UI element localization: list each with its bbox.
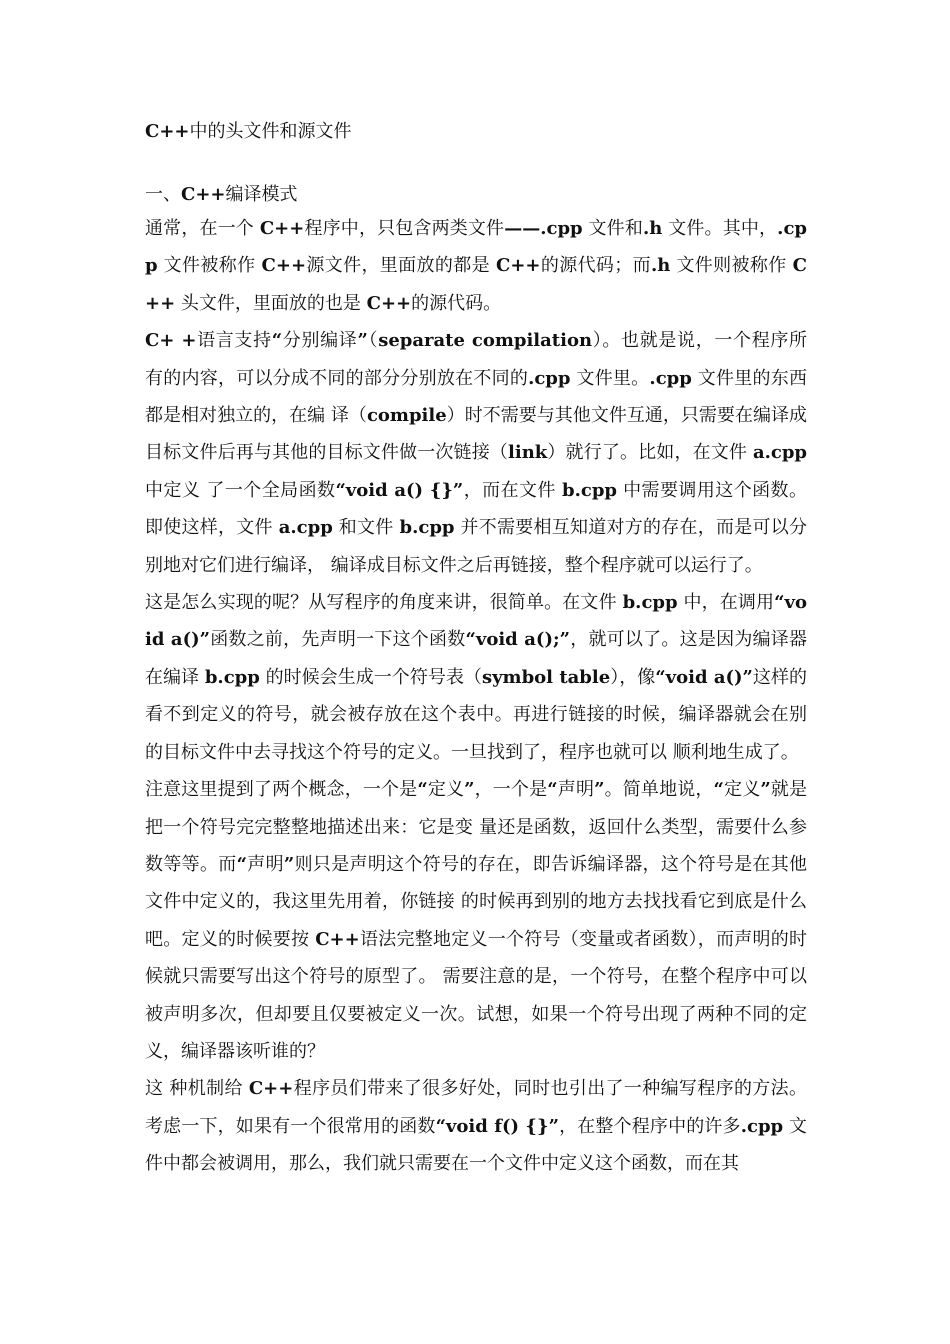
text-run: 头文件，里面放的也是 (175, 292, 367, 314)
text-run: ），像 (610, 666, 656, 688)
bold-text-run: a.cpp (752, 442, 807, 464)
bold-text-run: C++ (259, 218, 305, 239)
bold-text-run: symbol table (481, 666, 611, 688)
bold-text-run: .h (651, 255, 671, 277)
text-run: ）时不需要与其他文件互通，只需要在编译成目标文件后再与其他的目标文件做一次链接（ (145, 405, 807, 464)
title-rest: 中的头文件和源文件 (189, 121, 352, 142)
bold-text-run: C++ (261, 255, 307, 277)
text-run: 这是怎么实现的呢？从写程序的角度来讲，很简单。在文件 (145, 592, 623, 614)
text-run: 中定义 了一个全局函数 (145, 479, 336, 501)
text-run: ，而在文件 (463, 479, 562, 501)
paragraphs (145, 210, 807, 1183)
bold-text-run: C+ + (145, 330, 197, 352)
bold-text-run: ” (283, 853, 295, 875)
text-run: 文件里的东西都是相对独立的，在编 译（ (145, 367, 807, 427)
bold-text-run: “ (417, 779, 428, 801)
text-run: 这 种机制给 (145, 1078, 249, 1100)
bold-text-run: .cpp (649, 367, 692, 389)
bold-text-run: b.cpp (562, 479, 617, 501)
bold-text-run: a.cpp (278, 517, 333, 539)
bold-text-run: C++ (248, 1078, 294, 1100)
text-run: 的时候会生成一个符号表（ (259, 666, 482, 688)
text-run: ）。也就是说，一个程序所有的内容，可以分成不同的部分分别放在不同的 (145, 330, 808, 389)
document-body (145, 118, 807, 1183)
bold-text-run: “ (713, 779, 724, 801)
text-run: 函数之前，先声明一下这个函数 (209, 629, 466, 651)
bold-text-run: compile (366, 405, 447, 427)
bold-text-run: link (508, 442, 548, 464)
text-run: 语言支持 (196, 330, 272, 352)
text-run: 文件里。 (570, 367, 650, 389)
text-run: ，一个是 (474, 779, 548, 801)
bold-text-run: ” (464, 779, 475, 801)
text-run: 文件则被称作 (670, 255, 793, 277)
bold-text-run: “ (236, 853, 247, 875)
text-run: 并不需要相互知道对方的存在，而是可以分别地对它们进行编译， 编译成目标文件之后再链接，整个程序就可以运行了。 (145, 517, 807, 576)
paragraph (145, 584, 807, 771)
text-run: 中需要调用这个函数。即使这样，文件 (145, 479, 807, 539)
bold-text-run: “void a()” (655, 666, 753, 688)
text-run: 定义 (427, 779, 465, 801)
bold-text-run: .cpp (145, 218, 807, 277)
bold-text-run: C++ (145, 255, 807, 314)
bold-text-run: ” (594, 779, 605, 801)
title-bold-part: C++ (145, 121, 190, 142)
text-run: 的源代码；而 (540, 255, 652, 277)
text-run: 这样的看不到定义的符号，就会被存放在这个表中。再进行链接的时候，编译器就会在别的目标文件中去寻找这个符号的定义。一旦找到了，程序也就可以 顺利地生成了。 (145, 666, 807, 763)
bold-text-run: separate compilation (378, 330, 593, 352)
text-run: ）就行了。比如，在文件 (547, 442, 753, 464)
text-run: 文件被称作 (157, 255, 262, 277)
text-run: 声明 (557, 779, 595, 801)
text-run: 文件。其中， (662, 218, 778, 239)
bold-text-run: “void a();” (465, 629, 570, 651)
bold-text-run: “ (547, 779, 558, 801)
bold-text-run: .cpp (740, 1115, 784, 1137)
bold-text-run: “void f() {}” (435, 1115, 559, 1137)
section-bold-part: C++ (181, 184, 226, 205)
text-run: ，就可以了。这是因为编译器在编译 (145, 629, 808, 688)
text-run: 语法完整地定义一个符号（变量或者函数），而声明的时候就只需要写出这个符号的原型了。 需要注意的是，一个符号，在整个程序中可以被声明多次，但却要且仅要被定义一次。试想，如果一个符号出现了两种不同的定义，编译器该听谁的？ (145, 928, 807, 1062)
text-run: 中，在调用 (677, 592, 775, 614)
paragraph (145, 1070, 807, 1182)
paragraph (145, 210, 807, 322)
document-title (145, 118, 807, 146)
section-prefix: 一、 (145, 184, 181, 205)
text-run: （ (367, 330, 379, 352)
bold-text-run: “ (271, 330, 283, 352)
text-run: 程序员们带来了很多好处，同时也引出了一种编写程序的方法。考虑一下，如果有一个很常用的函数 (145, 1078, 807, 1137)
bold-text-run: “void a()” (145, 592, 807, 651)
bold-text-run: b.cpp (204, 666, 260, 688)
text-run: 分别编译 (282, 330, 358, 352)
bold-text-run: C++ (315, 928, 360, 950)
text-run: ，在整个程序中的许多 (558, 1115, 741, 1137)
text-run: 通常，在一个 (145, 218, 260, 239)
bold-text-run: C++ (366, 292, 412, 314)
text-run: 程序中，只包含两类文件 (304, 218, 505, 239)
text-run: 文件中都会被调用，那么，我们就只需要在一个文件中定义这个函数，而在其 (145, 1115, 808, 1175)
bold-text-run: “void a() {}” (335, 479, 464, 501)
section-rest: 编译模式 (225, 184, 298, 205)
text-run: 注意这里提到了两个概念，一个是 (145, 779, 418, 801)
section-heading (145, 180, 807, 210)
text-run: 和文件 (332, 517, 400, 539)
text-run: 则只是声明这个符号的存在，即告诉编译器，这个符号是在其他文件中定义的，我这里先用着，你链接 的时候再到别的地方去找找看它到底是什么吧。定义的时候要按 (145, 853, 808, 950)
text-run: 定义 (723, 779, 761, 801)
text-run: 声明 (246, 853, 284, 875)
paragraph (145, 771, 807, 1070)
text-run: 的源代码。 (411, 292, 502, 314)
bold-text-run: ——.cpp (504, 218, 583, 239)
bold-text-run: ” (357, 330, 368, 352)
text-run: 源文件，里面放的都是 (306, 255, 497, 277)
text-run: 就是把一个符号完完整整地描述出来：它是变 量还是函数，返回什么类型，需要什么参数等等。而 (145, 779, 808, 875)
bold-text-run: .cpp (528, 367, 571, 389)
text-run: 。简单地说， (604, 779, 714, 801)
paragraph (145, 322, 807, 584)
bold-text-run: ” (760, 779, 771, 801)
bold-text-run: b.cpp (399, 517, 455, 539)
bold-text-run: .h (642, 218, 663, 239)
text-run: 文件和 (582, 218, 643, 239)
bold-text-run: C++ (496, 255, 541, 277)
bold-text-run: b.cpp (622, 592, 678, 614)
